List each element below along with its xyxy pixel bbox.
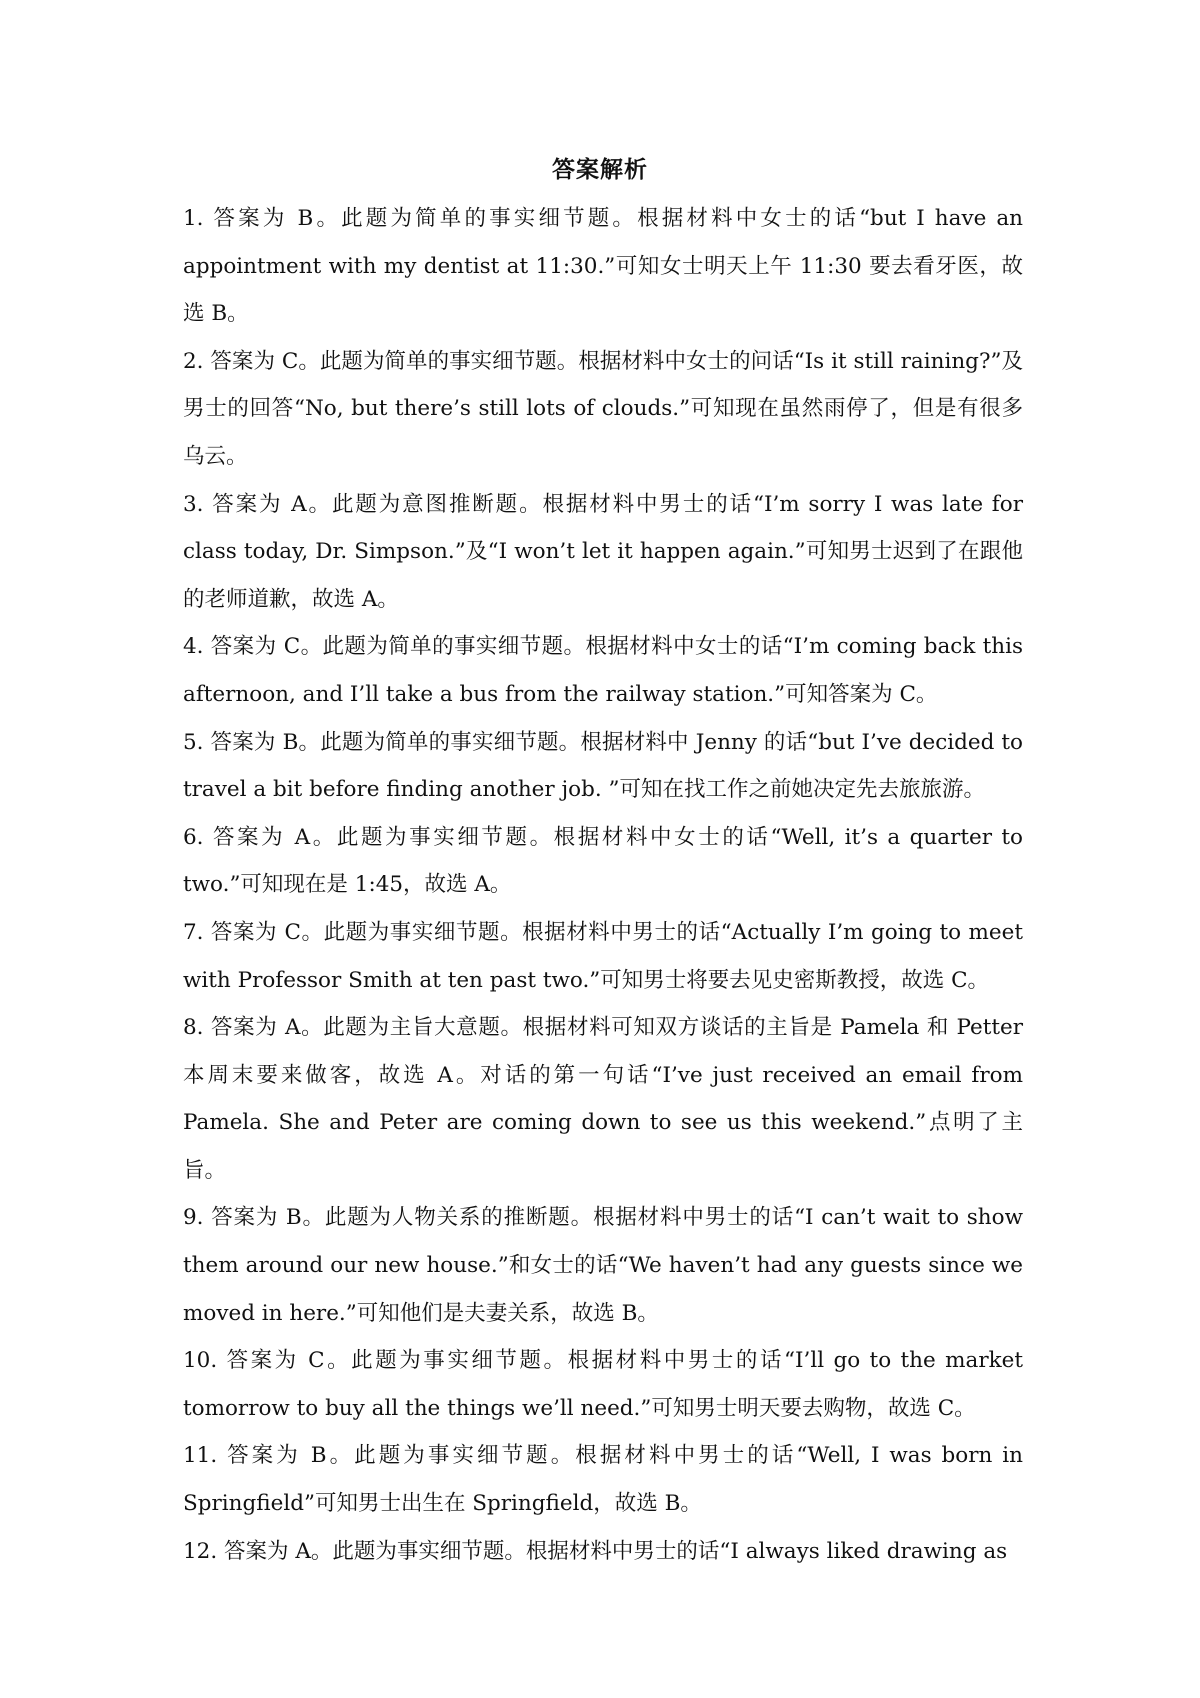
answer-item-4: 4. 答案为 C。此题为简单的事实细节题。根据材料中女士的话“I’m coming back this afternoon, and I’ll take a bus from the railway station.”可知答案为 C。 — [183, 634, 1023, 707]
answer-item-12: 12. 答案为 A。此题为事实细节题。根据材料中男士的话“I always liked drawing as — [183, 1538, 1008, 1564]
answer-item-6: 6. 答案为 A。此题为事实细节题。根据材料中女士的话“Well, it’s a quarter to two.”可知现在是 1:45，故选 A。 — [183, 824, 1023, 898]
answer-item-7: 7. 答案为 C。此题为事实细节题。根据材料中男士的话“Actually I’m going to meet with Professor Smith at ten past two.”可知男士将要去见史密斯教授，故选 C。 — [183, 919, 1023, 993]
answer-item-10: 10. 答案为 C。此题为事实细节题。根据材料中男士的话“I’ll go to the market tomorrow to buy all the things we’ll need.”可知男士明天要去购物，故选 C。 — [183, 1348, 1023, 1421]
answer-item-5: 5. 答案为 B。此题为简单的事实细节题。根据材料中 Jenny 的话“but I’ve decided to travel a bit before finding another job. ”可知在找工作之前她决定先去旅旅游。 — [183, 729, 1023, 803]
answer-item-8: 8. 答案为 A。此题为主旨大意题。根据材料可知双方谈话的主旨是 Pamela 和 Petter 本周末要来做客，故选 A。对话的第一句话“I’ve just received an email from Pamela. She and Peter are coming down to see us this weekend.”点明了主旨。 — [183, 1015, 1023, 1183]
answer-item-3: 3. 答案为 A。此题为意图推断题。根据材料中男士的话“I’m sorry I was late for class today, Dr. Simpson.”及“I won’t let it happen again.”可知男士迟到了在跟他的老师道歉，故选 A。 — [183, 491, 1023, 612]
answer-item-2: 2. 答案为 C。此题为简单的事实细节题。根据材料中女士的问话“Is it still raining?”及男士的回答“No, but there’s still lots of clouds.”可知现在虽然雨停了，但是有很多乌云。 — [183, 348, 1023, 469]
answer-item-11: 11. 答案为 B。此题为事实细节题。根据材料中男士的话“Well, I was born in Springfield”可知男士出生在 Springfield，故选 B。 — [183, 1443, 1023, 1517]
answer-item-1: 1. 答案为 B。此题为简单的事实细节题。根据材料中女士的话“but I have an appointment with my dentist at 11:30.”可知女士明天上午 11:30 要去看牙医，故选 B。 — [183, 206, 1023, 327]
answer-list — [183, 195, 1023, 1575]
page-title: 答案解析 — [552, 156, 648, 183]
answer-item-9: 9. 答案为 B。此题为人物关系的推断题。根据材料中男士的话“I can’t wait to show them around our new house.”和女士的话“We haven’t had any guests since we moved in here.”可知他们是夫妻关系，故选 B。 — [183, 1205, 1023, 1326]
